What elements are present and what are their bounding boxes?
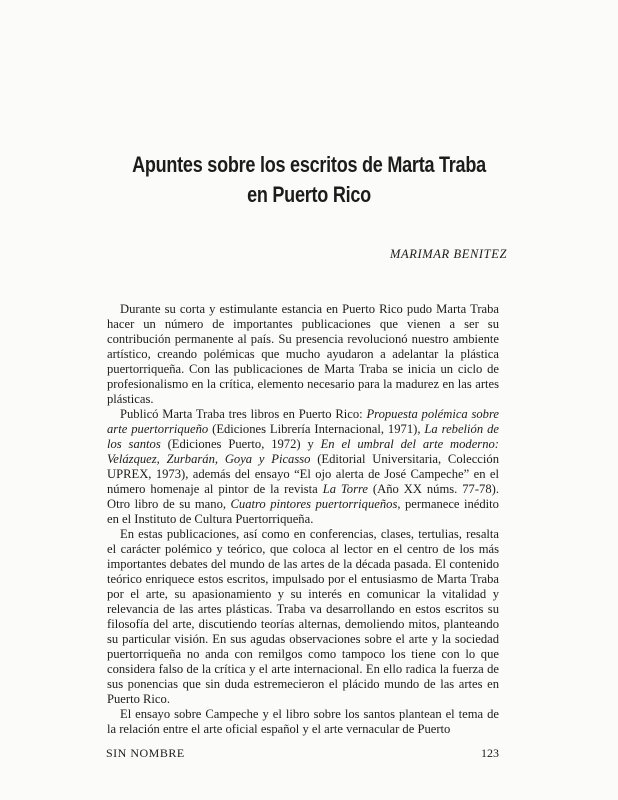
italic-title-text: La rebelión de los santos [107, 422, 499, 451]
paragraph-text: , permanece inédito en el Instituto de Cultura Puertorriqueña. [107, 497, 499, 526]
paragraph [107, 302, 499, 407]
paragraph-text: (Editorial Universitaria, Colección UPREX, 1973), además del ensayo “El ojo alerta de José Campeche” en el número homenaje al pintor de la revista [107, 452, 499, 496]
paragraph [107, 407, 499, 527]
italic-title-text: Propuesta polémica sobre arte puertorriqueño [107, 407, 500, 436]
paragraph-text: El ensayo sobre Campeche y el libro sobre los santos plantean el tema de la relación entre el arte oficial español y el arte vernacular de Puerto [107, 707, 499, 736]
italic-title-text: La Torre [322, 482, 368, 496]
author-name: MARIMAR BENITEZ [390, 247, 507, 261]
paragraph-text: Publicó Marta Traba tres libros en Puerto Rico: [120, 407, 367, 421]
paragraph-text: En estas publicaciones, así como en conferencias, clases, tertulias, resalta el carácter polémico y teórico, que coloca al lector en el centro de los más importantes debates del mundo de las artes de la década pasada. El contenido teórico enriquece estos escritos, impulsado por el entusiasmo de Marta Traba por el arte, su apasionamiento y su interés en comunicar la vitalidad y relevancia de las artes plásticas. Traba va desarrollando en estos escritos su filosofía del arte, discutiendo teorías alternas, demoliendo mitos, planteando su particular visión. En sus agudas observaciones sobre el arte y la sociedad puertorriqueña no anda con remilgos como tampoco los tiene con lo que considera falso de la crítica y el arte internacional. En ello radica la fuerza de sus ponencias que sin duda estremecieron el plácido mundo de las artes en Puerto Rico. [107, 527, 499, 706]
paragraph-text: (Ediciones Librería Internacional, 1971), [208, 422, 425, 436]
paragraph-text: (Ediciones Puerto, 1972) y [160, 437, 321, 451]
article-title-line-2: en Puerto Rico [247, 182, 371, 207]
article-title-line-1: Apuntes sobre los escritos de Marta Traba [132, 152, 486, 177]
paragraph-text: Durante su corta y estimulante estancia en Puerto Rico pudo Marta Traba hacer un número de importantes publicaciones que vienen a ser su contribución permanente al país. Su presencia revolucionó nuestro ambiente artístico, creando polémicas que mucho ayudaron a adelantar la plástica puertorriqueña. Con las publicaciones de Marta Traba se inicia un ciclo de profesionalismo en la crítica, elemento necesario para la madurez en las artes plásticas. [107, 302, 499, 406]
journal-name: SIN NOMBRE [106, 746, 185, 760]
paragraph [107, 527, 499, 707]
paragraph-text: (Año XX núms. 77-78). Otro libro de su mano, [107, 482, 499, 511]
italic-title-text: Cuatro pintores puertorriqueños [230, 497, 398, 511]
italic-title-text: En el umbral del arte moderno: Velázquez, Zurbarán, Goya y Picasso [107, 437, 499, 466]
article-title [56, 150, 563, 210]
paragraph [107, 707, 499, 737]
page-number: 123 [481, 746, 499, 760]
article-body [107, 302, 499, 737]
